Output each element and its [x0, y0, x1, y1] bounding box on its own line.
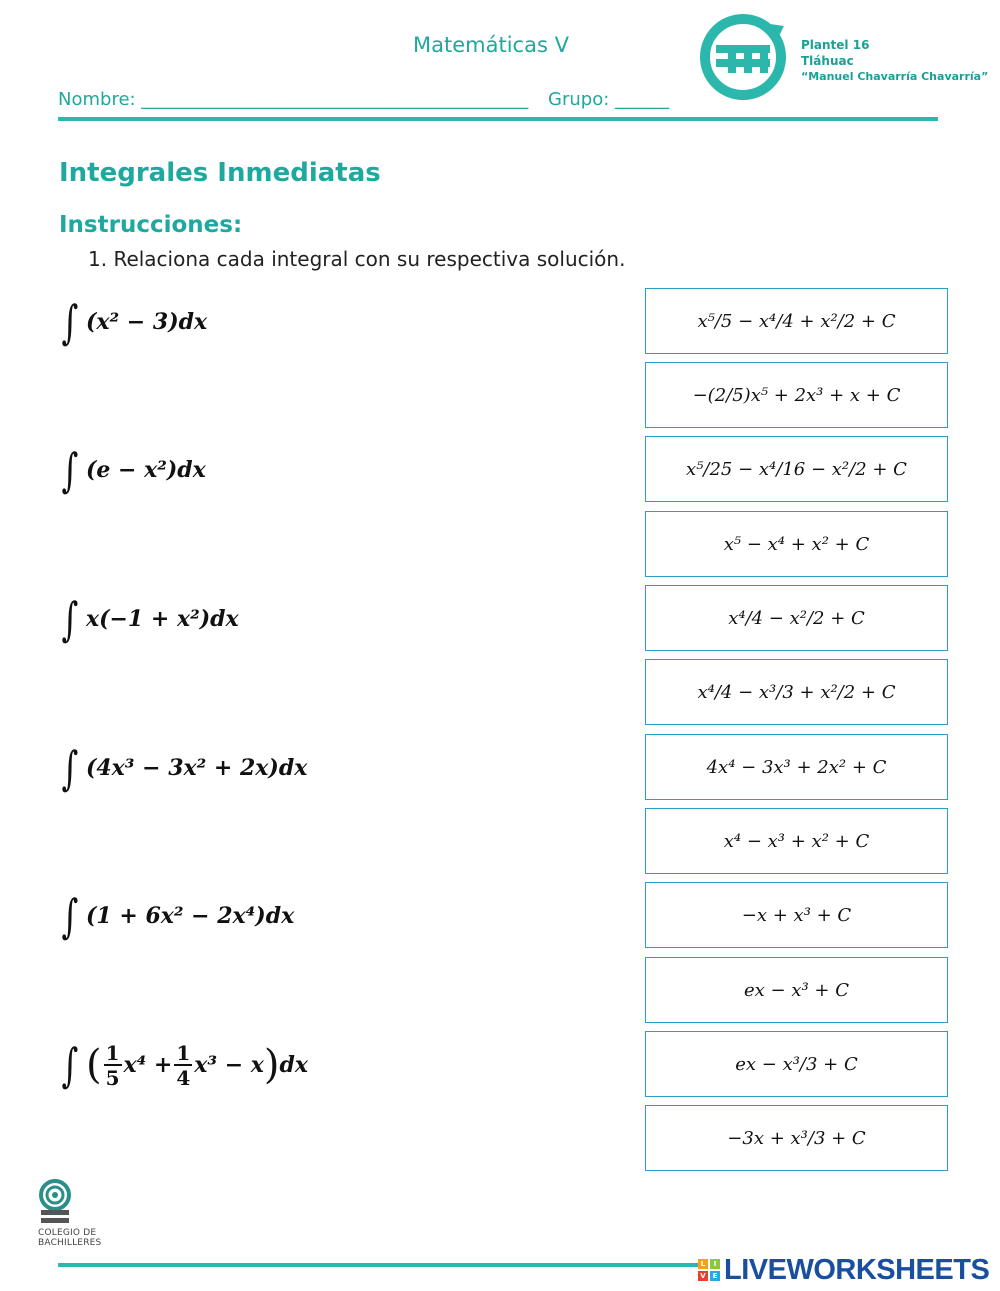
integral-last-term: x³ − x — [194, 1052, 264, 1078]
answer-box-2[interactable]: −(2/5)x⁵ + 2x³ + x + C — [645, 362, 948, 428]
campus-line-2: Tláhuac — [801, 54, 854, 68]
page-title: Integrales Inmediatas — [59, 158, 381, 188]
integral-2 — [58, 440, 206, 500]
instructions-heading: Instrucciones: — [59, 212, 243, 238]
answer-box-11[interactable]: ex − x³/3 + C — [645, 1031, 948, 1097]
top-divider — [58, 117, 938, 121]
answer-box-12[interactable]: −3x + x³/3 + C — [645, 1105, 948, 1171]
integral-sign-icon: ∫ — [61, 592, 79, 646]
campus-line-3: “Manuel Chavarría Chavarría” — [801, 70, 989, 83]
integral-3 — [58, 589, 239, 649]
integral-expression: (e − x²)dx — [85, 457, 206, 483]
integral-sign-icon: ∫ — [61, 443, 79, 497]
integral-expression: x(−1 + x²)dx — [85, 606, 239, 632]
campus-logo — [698, 12, 788, 102]
answer-box-3[interactable]: x⁵/25 − x⁴/16 − x²/2 + C — [645, 436, 948, 502]
integral-sign-icon: ∫ — [61, 889, 79, 943]
answer-box-8[interactable]: x⁴ − x³ + x² + C — [645, 808, 948, 874]
integral-sign-icon: ∫ — [61, 1038, 79, 1092]
answer-box-6[interactable]: x⁴/4 − x³/3 + x²/2 + C — [645, 659, 948, 725]
fraction-denominator: 4 — [176, 1065, 191, 1090]
integral-5 — [58, 886, 294, 946]
integral-expression: (x² − 3)dx — [85, 309, 208, 335]
integral-1 — [58, 292, 207, 352]
instruction-item: 1. Relaciona cada integral con su respectiva solución. — [88, 247, 626, 271]
fraction-one-fifth — [104, 1042, 122, 1089]
fraction-numerator: 1 — [105, 1040, 120, 1065]
name-label: Nombre: ___________________________________________ — [58, 89, 529, 110]
bottom-divider — [58, 1263, 708, 1267]
answer-box-4[interactable]: x⁵ − x⁴ + x² + C — [645, 511, 948, 577]
subject-title: Matemáticas V — [413, 33, 569, 57]
fraction-one-fourth — [174, 1042, 192, 1089]
integral-expression: (1 + 6x² − 2x⁴)dx — [85, 903, 295, 929]
colegio-name — [38, 1228, 101, 1248]
answer-box-1[interactable]: x⁵/5 − x⁴/4 + x²/2 + C — [645, 288, 948, 354]
liveworksheets-wordmark: LIVEWORKSHEETS — [724, 1253, 990, 1286]
name-group-row — [58, 89, 738, 110]
campus-name — [801, 37, 988, 85]
integral-differential: dx — [279, 1052, 309, 1078]
group-label: Grupo: ______ — [548, 89, 670, 110]
answer-box-7[interactable]: 4x⁴ − 3x³ + 2x² + C — [645, 734, 948, 800]
integral-sign-icon: ∫ — [61, 295, 79, 349]
answer-box-9[interactable]: −x + x³ + C — [645, 882, 948, 948]
liveworksheets-brand[interactable] — [698, 1253, 989, 1287]
answer-box-5[interactable]: x⁴/4 − x²/2 + C — [645, 585, 948, 651]
fraction-numerator: 1 — [176, 1040, 191, 1065]
integral-close-paren: ) — [263, 1042, 280, 1088]
integral-4 — [58, 738, 307, 798]
integral-6 — [58, 1035, 308, 1095]
integral-sign-icon: ∫ — [61, 741, 79, 795]
fraction-denominator: 5 — [105, 1065, 120, 1090]
answer-box-10[interactable]: ex − x³ + C — [645, 957, 948, 1023]
integral-open-paren: ( — [85, 1042, 102, 1088]
integral-middle-term: x⁴ + — [123, 1052, 173, 1078]
colegio-line-2: BACHILLERES — [38, 1238, 102, 1248]
liveworksheets-badge-icon: L I V E — [698, 1259, 720, 1281]
integral-expression: (4x³ − 3x² + 2x)dx — [85, 755, 308, 781]
campus-line-1: Plantel 16 — [801, 38, 870, 52]
colegio-line-1: COLEGIO DE — [38, 1228, 97, 1238]
